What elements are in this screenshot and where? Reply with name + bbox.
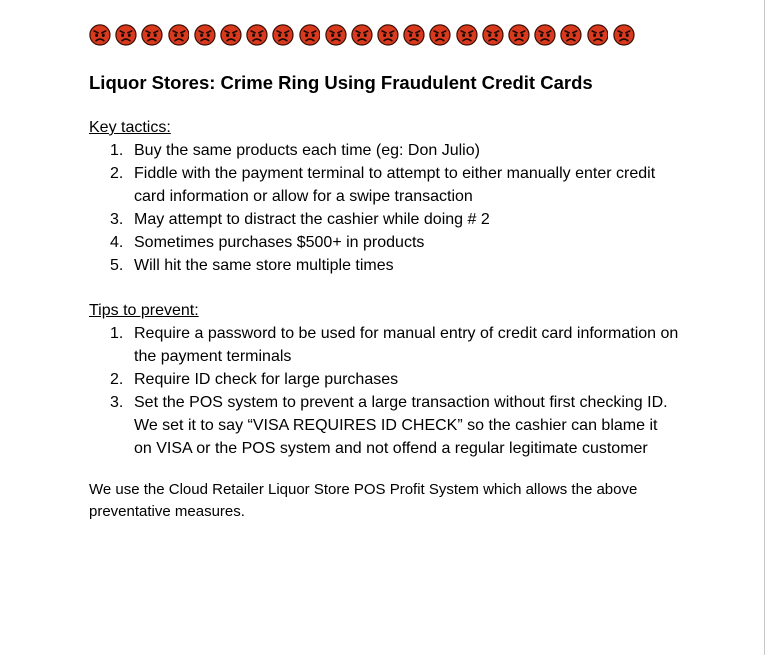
list-item [89, 322, 679, 368]
list-item [89, 139, 679, 162]
closing-paragraph: We use the Cloud Retailer Liquor Store POS Profit System which allows the above preventative measures. [89, 481, 638, 520]
list-number: 3. [110, 211, 124, 228]
list-item-text: Fiddle with the payment terminal to attempt to either manually enter credit card information or allow for a swipe transaction [134, 165, 656, 205]
tips-heading: Tips to prevent: [89, 302, 199, 319]
list-number: 4. [110, 234, 124, 251]
angry-face-icon [141, 24, 163, 46]
key-tactics-list [89, 139, 679, 277]
angry-face-icon [246, 24, 268, 46]
list-item-text: Require a password to be used for manual entry of credit card information on the payment terminals [134, 325, 679, 365]
angry-face-icon [325, 24, 347, 46]
angry-face-icon [456, 24, 478, 46]
angry-face-icon [560, 24, 582, 46]
list-item [89, 162, 679, 208]
list-number: 2. [110, 371, 124, 388]
angry-face-icon [351, 24, 373, 46]
list-item [89, 254, 679, 277]
angry-face-icon [377, 24, 399, 46]
list-item-text: Buy the same products each time (eg: Don Julio) [134, 142, 480, 159]
list-number: 1. [110, 142, 124, 159]
list-item-text: Sometimes purchases $500+ in products [134, 234, 425, 251]
emoji-row [89, 22, 679, 48]
angry-face-icon [482, 24, 504, 46]
list-item-text: Require ID check for large purchases [134, 371, 399, 388]
list-number: 1. [110, 325, 124, 342]
key-tactics-heading: Key tactics: [89, 119, 171, 136]
document-body [89, 22, 679, 538]
angry-face-icon [89, 24, 111, 46]
tips-list [89, 322, 679, 460]
list-number: 2. [110, 165, 124, 182]
list-number: 5. [110, 257, 124, 274]
list-item [89, 231, 679, 254]
list-item [89, 208, 679, 231]
list-item-text: Will hit the same store multiple times [134, 257, 394, 274]
angry-face-icon [613, 24, 635, 46]
list-item [89, 391, 679, 460]
angry-face-icon [115, 24, 137, 46]
list-item [89, 368, 679, 391]
angry-face-icon [534, 24, 556, 46]
list-item-text: May attempt to distract the cashier while doing # 2 [134, 211, 490, 228]
angry-face-icon [168, 24, 190, 46]
page-edge-divider [764, 0, 765, 655]
document-title: Liquor Stores: Crime Ring Using Fraudulent Credit Cards [89, 72, 593, 93]
angry-face-icon [272, 24, 294, 46]
list-item-text: Set the POS system to prevent a large transaction without first checking ID. We set it to say “VISA REQUIRES ID CHECK” so the cashier can blame it on VISA or the POS system and not offend a regular legitimate customer [134, 394, 668, 457]
angry-face-icon [220, 24, 242, 46]
angry-face-icon [403, 24, 425, 46]
angry-face-icon [194, 24, 216, 46]
angry-face-icon [299, 24, 321, 46]
angry-face-icon [508, 24, 530, 46]
list-number: 3. [110, 394, 124, 411]
angry-face-icon [429, 24, 451, 46]
angry-face-icon [587, 24, 609, 46]
